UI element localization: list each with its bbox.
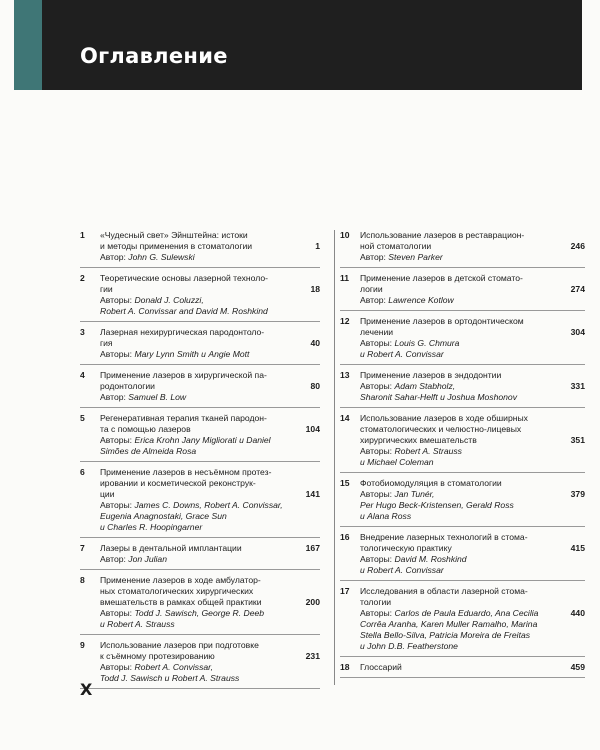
chapter-title-line: «Чудесный свет» Эйнштейна: истоки (100, 230, 248, 240)
chapter-number: 17 (340, 586, 350, 596)
entry-body (100, 640, 290, 684)
entry-separator (340, 472, 585, 473)
authors-line: Авторы: Erica Krohn Jany Migliorati и Daniel (100, 435, 271, 445)
entry-separator (340, 407, 585, 408)
entry-body (360, 586, 555, 652)
page-number: 80 (310, 381, 320, 391)
page-number: 459 (570, 662, 585, 672)
entry-body (360, 273, 555, 306)
chapter-number: 11 (340, 273, 350, 283)
authors-line: и Robert A. Convissar (360, 349, 444, 359)
chapter-title-line: хирургических вмешательств (360, 435, 477, 445)
authors-line: Robert A. Convissar and David M. Roshkind (100, 306, 268, 316)
page-number: 351 (570, 435, 585, 445)
entry-separator (80, 364, 320, 365)
authors-line: и Charles R. Hoopingarner (100, 522, 203, 532)
authors-line: Per Hugo Beck-Kristensen, Gerald Ross (360, 500, 514, 510)
authors-line: Авторы: Carlos de Paula Eduardo, Ana Cecilia (360, 608, 539, 618)
chapter-title-line: ции (100, 489, 115, 499)
authors-line: Авторы: James C. Downs, Robert A. Convissar, (100, 500, 283, 510)
chapter-title-line: Фотобиомодуляция в стоматологии (360, 478, 502, 488)
chapter-title-line: ных стоматологических хирургических (100, 586, 254, 596)
entry-body (100, 575, 290, 630)
page-number: 200 (305, 597, 320, 607)
entry-body (360, 370, 555, 403)
chapter-number: 13 (340, 370, 350, 380)
entry-body (100, 413, 290, 457)
chapter-title-line: Применение лазеров в хирургической па- (100, 370, 267, 380)
chapter-number: 4 (80, 370, 85, 380)
authors-line: Автор: Samuel B. Low (100, 392, 187, 402)
entry-body (360, 532, 555, 576)
authors-line: Авторы: Jan Tunér, (360, 489, 435, 499)
chapter-title-line: Внедрение лазерных технологий в стома- (360, 532, 528, 542)
chapter-number: 15 (340, 478, 350, 488)
entry-body (360, 413, 555, 468)
authors-line: и John D.B. Featherstone (360, 641, 458, 651)
page-number: 104 (305, 424, 320, 434)
entry-separator (340, 310, 585, 311)
chapter-number: 10 (340, 230, 350, 240)
authors-line: и Alana Ross (360, 511, 412, 521)
chapter-title-line: Регенеративная терапия тканей пародон- (100, 413, 267, 423)
authors-line: Авторы: Robert A. Convissar, (100, 662, 213, 672)
page-number: 246 (570, 241, 585, 251)
page-number: 141 (305, 489, 320, 499)
page-number: 18 (310, 284, 320, 294)
entry-body (360, 662, 555, 673)
authors-line: Stella Bello-Silva, Patricia Moreira de Freitas (360, 630, 531, 640)
chapter-title-line: гии (100, 284, 113, 294)
entry-separator (80, 461, 320, 462)
page-number: 40 (310, 338, 320, 348)
chapter-number: 8 (80, 575, 85, 585)
entry-separator (80, 537, 320, 538)
entry-body (100, 543, 290, 565)
entry-separator (340, 580, 585, 581)
chapter-title-line: гия (100, 338, 113, 348)
entry-separator (80, 267, 320, 268)
authors-line: Todd J. Sawisch и Robert A. Strauss (100, 673, 240, 683)
chapter-title-line: ной стоматологии (360, 241, 432, 251)
page-number: 304 (570, 327, 585, 337)
authors-line: Авторы: Mary Lynn Smith и Angie Mott (100, 349, 250, 359)
page-number: 167 (305, 543, 320, 553)
chapter-title-line: Применение лазеров в ортодонтическом (360, 316, 524, 326)
chapter-title-line: Применение лазеров в несъёмном протез- (100, 467, 272, 477)
entry-body (100, 230, 290, 263)
page-number: 231 (305, 651, 320, 661)
entry-separator (340, 526, 585, 527)
authors-line: Авторы: Donald J. Coluzzi, (100, 295, 204, 305)
authors-line: Simões de Almeida Rosa (100, 446, 197, 456)
authors-line: Автор: Steven Parker (360, 252, 443, 262)
authors-line: Corrêa Aranha, Karen Muller Ramalho, Marina (360, 619, 538, 629)
authors-line: Авторы: Adam Stabholz, (360, 381, 456, 391)
chapter-number: 9 (80, 640, 85, 650)
chapter-title-line: Глоссарий (360, 662, 402, 672)
chapter-title-line: логии (360, 284, 383, 294)
chapter-title-line: вмешательств в рамках общей практики (100, 597, 262, 607)
entry-separator (80, 407, 320, 408)
authors-line: Eugenia Anagnostaki, Grace Sun (100, 511, 227, 521)
authors-line: Автор: Jon Julian (100, 554, 167, 564)
chapter-number: 2 (80, 273, 85, 283)
chapter-number: 18 (340, 662, 350, 672)
authors-line: Автор: Lawrence Kotlow (360, 295, 454, 305)
authors-line: и Robert A. Convissar (360, 565, 444, 575)
chapter-title-line: Использование лазеров в ходе обширных (360, 413, 528, 423)
chapter-title-line: лечении (360, 327, 394, 337)
authors-line: Автор: John G. Sulewski (100, 252, 195, 262)
entry-separator (340, 364, 585, 365)
entry-separator (80, 569, 320, 570)
chapter-title-line: Использование лазеров при подготовке (100, 640, 259, 650)
chapter-number: 6 (80, 467, 85, 477)
chapter-title-line: Теоретические основы лазерной техноло- (100, 273, 268, 283)
chapter-title-line: Лазеры в дентальной имплантации (100, 543, 242, 553)
chapter-title-line: Лазерная нехирургическая пародонтоло- (100, 327, 265, 337)
authors-line: Авторы: Robert A. Strauss (360, 446, 462, 456)
chapter-number: 16 (340, 532, 350, 542)
chapter-number: 5 (80, 413, 85, 423)
authors-line: Авторы: Louis G. Chmura (360, 338, 460, 348)
entry-body (360, 316, 555, 360)
page-title: Оглавление (80, 44, 228, 68)
entry-separator (340, 656, 585, 657)
chapter-number: 3 (80, 327, 85, 337)
page-number: 379 (570, 489, 585, 499)
chapter-number: 7 (80, 543, 85, 553)
header-accent-strip (14, 0, 42, 90)
chapter-title-line: тологии (360, 597, 392, 607)
chapter-title-line: стоматологических и челюстно-лицевых (360, 424, 522, 434)
chapter-title-line: та с помощью лазеров (100, 424, 191, 434)
chapter-title-line: родонтологии (100, 381, 155, 391)
page-number: 440 (570, 608, 585, 618)
page-number: 331 (570, 381, 585, 391)
chapter-title-line: Применение лазеров в ходе амбулатор- (100, 575, 261, 585)
page-number-marker: X (80, 680, 93, 699)
chapter-number: 14 (340, 413, 350, 423)
entry-body (100, 327, 290, 360)
authors-line: и Robert A. Strauss (100, 619, 175, 629)
entry-body (360, 478, 555, 522)
entry-separator (80, 634, 320, 635)
page-number: 274 (570, 284, 585, 294)
entry-body (360, 230, 555, 263)
chapter-title-line: Применение лазеров в детской стомато- (360, 273, 523, 283)
page-number: 1 (315, 241, 320, 251)
chapter-title-line: Использование лазеров в реставрацион- (360, 230, 525, 240)
authors-line: Авторы: David M. Roshkind (360, 554, 467, 564)
chapter-title-line: тологическую практику (360, 543, 452, 553)
entry-body (100, 273, 290, 317)
authors-line: Авторы: Todd J. Sawisch, George R. Deeb (100, 608, 265, 618)
entry-body (100, 370, 290, 403)
page-number: 415 (570, 543, 585, 553)
chapter-title-line: Исследования в области лазерной стома- (360, 586, 528, 596)
chapter-title-line: к съёмному протезированию (100, 651, 215, 661)
chapter-title-line: и методы применения в стоматологии (100, 241, 253, 251)
entry-separator (340, 677, 585, 678)
authors-line: Sharonit Sahar-Helft и Joshua Moshonov (360, 392, 518, 402)
chapter-title-line: Применение лазеров в эндодонтии (360, 370, 502, 380)
chapter-number: 12 (340, 316, 350, 326)
column-divider (334, 230, 335, 685)
chapter-number: 1 (80, 230, 85, 240)
chapter-title-line: ировании и косметической реконструк- (100, 478, 256, 488)
entry-separator (80, 321, 320, 322)
entry-separator (340, 267, 585, 268)
entry-separator (80, 688, 320, 689)
authors-line: и Michael Coleman (360, 457, 434, 467)
entry-body (100, 467, 290, 533)
